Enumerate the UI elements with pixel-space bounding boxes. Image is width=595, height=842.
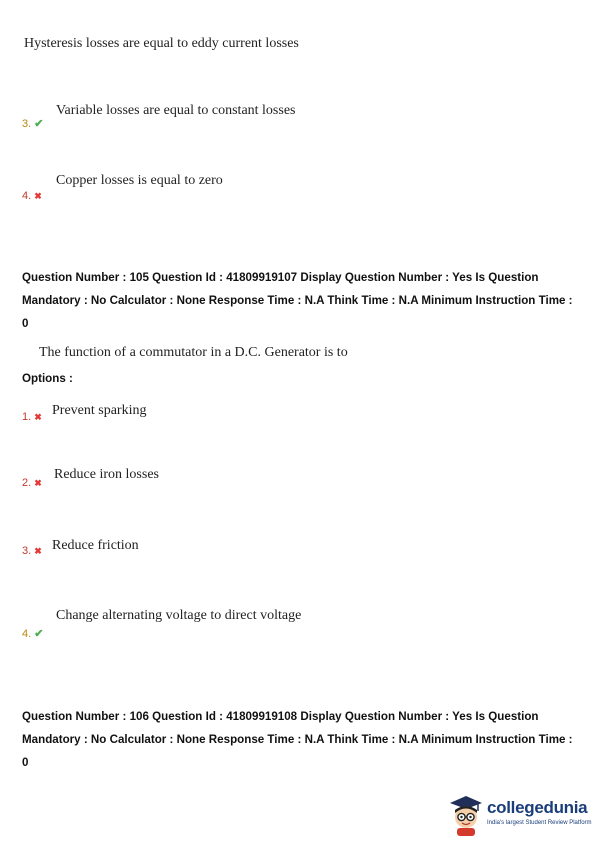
option-number bbox=[22, 190, 42, 202]
option-number bbox=[22, 477, 42, 489]
collegedunia-logo bbox=[448, 794, 592, 836]
option-text: Prevent sparking bbox=[52, 403, 147, 418]
option-text: Reduce friction bbox=[52, 538, 139, 553]
cross-icon: ✖ bbox=[34, 411, 42, 422]
option-number-label: 4. bbox=[22, 190, 32, 202]
options-label: Options : bbox=[22, 372, 73, 385]
option-number-label: 1. bbox=[22, 411, 32, 423]
question-meta: Question Number : 105 Question Id : 41809919107 Display Question Number : Yes Is Question Mandatory : No Calculator : None Response Time : N.A Think Time : N.A Minimum Instruction Time : 0 bbox=[22, 271, 573, 330]
question-meta: Question Number : 106 Question Id : 41809919108 Display Question Number : Yes Is Question Mandatory : No Calculator : None Response Time : N.A Think Time : N.A Minimum Instruction Time : 0 bbox=[22, 710, 573, 769]
option-number bbox=[22, 545, 42, 557]
logo-name: collegedunia bbox=[487, 798, 588, 817]
option-text: Copper losses is equal to zero bbox=[56, 173, 223, 188]
option-number bbox=[22, 627, 43, 640]
option-number-label: 4. bbox=[22, 627, 32, 640]
option-number-label: 3. bbox=[22, 117, 32, 130]
logo-tagline: India's largest Student Review Platform bbox=[487, 820, 592, 826]
option-text: Hysteresis losses are equal to eddy current losses bbox=[24, 36, 299, 51]
check-icon: ✔ bbox=[34, 118, 44, 130]
student-mascot-icon bbox=[448, 794, 484, 836]
check-icon: ✔ bbox=[34, 628, 44, 640]
option-number bbox=[22, 411, 42, 423]
option-number-label: 3. bbox=[22, 545, 32, 557]
option-number bbox=[22, 117, 43, 130]
question-text: The function of a commutator in a D.C. Generator is to bbox=[39, 345, 348, 360]
option-text: Change alternating voltage to direct voltage bbox=[56, 608, 302, 623]
option-text: Reduce iron losses bbox=[54, 467, 159, 482]
cross-icon: ✖ bbox=[34, 477, 42, 488]
option-text: Variable losses are equal to constant losses bbox=[56, 103, 296, 118]
option-number-label: 2. bbox=[22, 477, 32, 489]
cross-icon: ✖ bbox=[34, 190, 42, 201]
cross-icon: ✖ bbox=[34, 545, 42, 556]
